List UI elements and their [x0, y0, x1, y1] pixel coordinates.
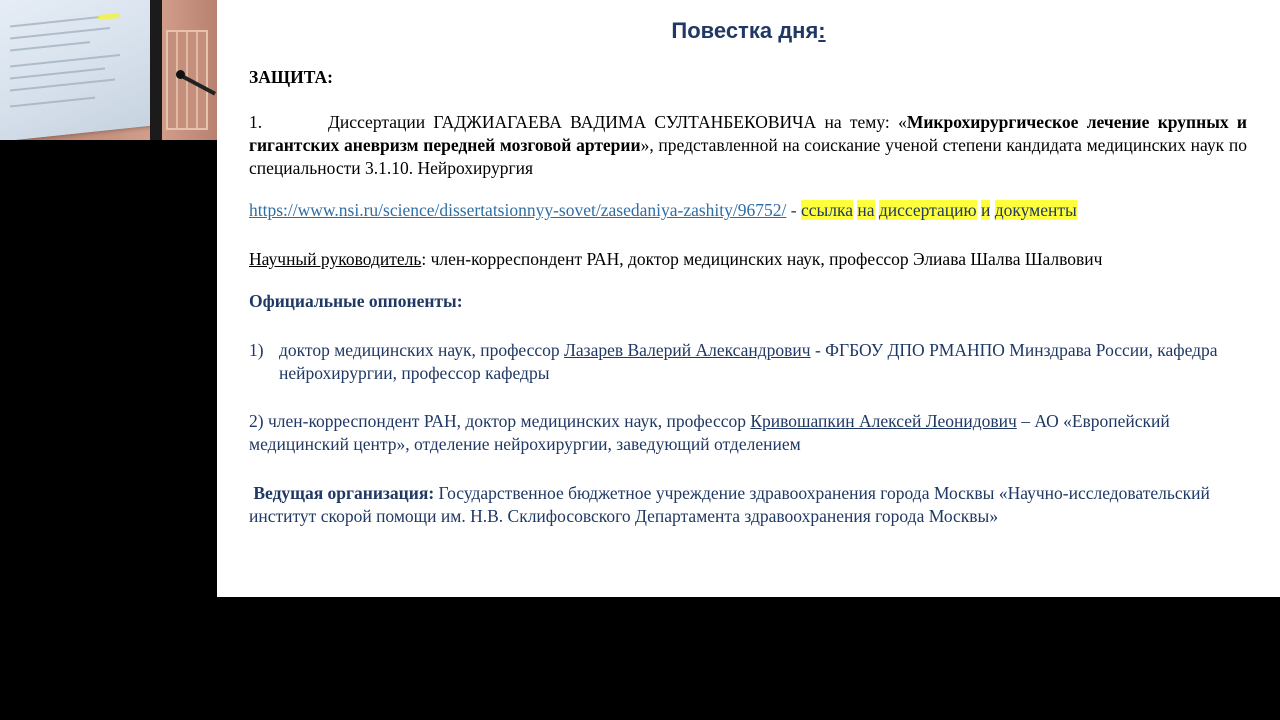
link-line [249, 199, 1247, 222]
highlight-word: диссертацию [878, 200, 977, 220]
agenda-item-intro: Диссертации ГАДЖИАГАЕВА ВАДИМА СУЛТАНБЕКОВИЧА на тему: « [328, 112, 907, 132]
agenda-item-1 [249, 111, 1247, 180]
screen-frame [150, 0, 162, 140]
lead-org-text: Государственное бюджетное учреждение здравоохранения города Москвы «Научно-исследовательский институт скорой помощи им. Н.В. Склифосовского Департамента здравоохранения города Москвы» [249, 483, 1210, 526]
opponent-number: 2) [249, 411, 264, 431]
slide-title: Повестка дня: [671, 18, 826, 43]
defense-heading: ЗАЩИТА: [249, 67, 333, 87]
opponents-heading: Официальные оппоненты: [249, 291, 463, 311]
highlight-word: на [857, 200, 875, 220]
camera-video-inset [0, 0, 217, 140]
opponent-text: доктор медицинских наук, профессор Лазарев Валерий Александрович - ФГБОУ ДПО РМАНПО Минздрава России, кафедра нейрохирургии, профессор кафедры [279, 340, 1218, 383]
opponent-item-2: 2) член-корреспондент РАН, доктор медицинских наук, профессор Кривошапкин Алексей Леонидович – АО «Европейский медицинский центр», отделение нейрохирургии, заведующий отделением [249, 411, 1170, 454]
lead-organization [249, 482, 1247, 528]
opponent-item-1 [249, 339, 1247, 385]
link-dash: - [786, 200, 801, 220]
dissertation-topic: Микрохирургическое лечение крупных и гигантских аневризм передней мозговой артерии [249, 112, 1247, 155]
opponent-name: Кривошапкин Алексей Леонидович [750, 411, 1017, 431]
supervisor-line [249, 248, 1247, 271]
highlight-word: ссылка [800, 200, 853, 220]
projector-screen [0, 0, 155, 140]
opponent-name: Лазарев Валерий Александрович [564, 340, 811, 360]
supervisor-text: : член-корреспондент РАН, доктор медицинских наук, профессор Элиава Шалва Шалвович [421, 249, 1103, 269]
supervisor-label: Научный руководитель [249, 249, 422, 269]
presentation-slide [217, 0, 1280, 597]
opponent-number: 1) [249, 340, 264, 360]
highlight-word: и [981, 200, 991, 220]
lead-org-label: Ведущая организация: [253, 483, 435, 503]
microphone-icon [176, 70, 185, 79]
highlight-word: документы [994, 200, 1077, 220]
agenda-item-tail: », представленной на соискание ученой степени кандидата медицинских наук по специальности 3.1.10. Нейрохирургия [249, 135, 1247, 178]
dissertation-link[interactable]: https://www.nsi.ru/science/dissertatsionnyy-sovet/zasedaniya-zashity/96752/ [249, 200, 787, 220]
agenda-item-number: 1. [249, 112, 263, 132]
